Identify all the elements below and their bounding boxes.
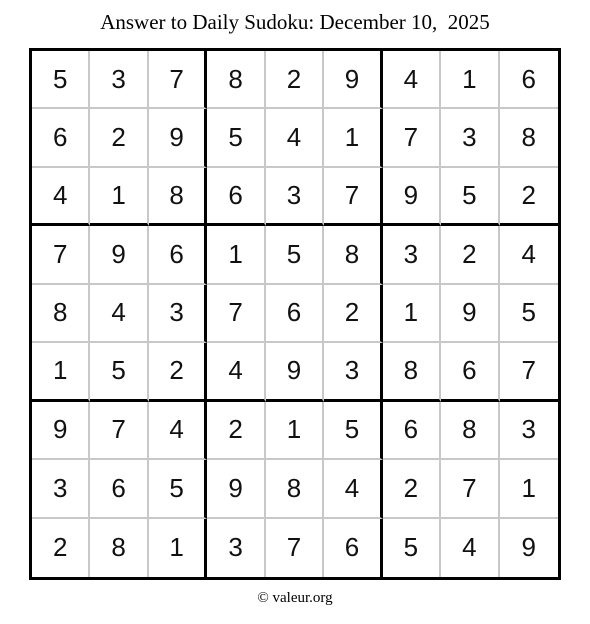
grid-cell: 1 [383, 285, 441, 343]
grid-cell: 4 [266, 109, 324, 167]
grid-cell: 9 [207, 460, 265, 518]
grid-cell: 7 [383, 109, 441, 167]
grid-cell: 3 [32, 460, 90, 518]
grid-cell: 7 [90, 402, 148, 460]
grid-cell: 2 [90, 109, 148, 167]
grid-cell: 1 [149, 519, 207, 577]
grid-cell: 4 [324, 460, 382, 518]
grid-cell: 1 [500, 460, 558, 518]
grid-cell: 2 [149, 343, 207, 401]
grid-cell: 3 [383, 226, 441, 284]
grid-cell: 9 [441, 285, 499, 343]
grid-cell: 5 [90, 343, 148, 401]
grid-cell: 1 [266, 402, 324, 460]
puzzle-title: Answer to Daily Sudoku: December 10, 2025 [100, 10, 490, 34]
grid-cell: 7 [266, 519, 324, 577]
grid-cell: 5 [32, 51, 90, 109]
grid-cell: 7 [207, 285, 265, 343]
grid-cell: 1 [441, 51, 499, 109]
grid-cell: 2 [207, 402, 265, 460]
grid-cell: 6 [32, 109, 90, 167]
grid-cell: 3 [207, 519, 265, 577]
grid-cell: 9 [149, 109, 207, 167]
grid-cell: 1 [90, 168, 148, 226]
grid-cell: 3 [90, 51, 148, 109]
grid-cell: 6 [324, 519, 382, 577]
grid-cell: 4 [90, 285, 148, 343]
grid-cell: 6 [207, 168, 265, 226]
grid-cell: 5 [500, 285, 558, 343]
grid-cell: 6 [383, 402, 441, 460]
grid-cell: 2 [32, 519, 90, 577]
grid-cell: 8 [441, 402, 499, 460]
grid-cell: 9 [521, 532, 536, 563]
grid-cell: 3 [441, 109, 499, 167]
grid-cell: 8 [90, 519, 148, 577]
grid-cell: 6 [500, 51, 558, 109]
grid-cell: 7 [441, 460, 499, 518]
grid-cell: 6 [441, 343, 499, 401]
grid-cell: 5 [324, 402, 382, 460]
grid-cell: 1 [324, 109, 382, 167]
grid-cell: 8 [324, 226, 382, 284]
grid-cell: 5 [207, 109, 265, 167]
grid-cell: 5 [441, 168, 499, 226]
grid-cell: 9 [32, 402, 90, 460]
grid-cell: 7 [324, 168, 382, 226]
grid-cell: 4 [441, 519, 499, 577]
grid-cell: 2 [324, 285, 382, 343]
grid-cell: 2 [383, 460, 441, 518]
grid-cell: 4 [32, 168, 90, 226]
grid-cell: 2 [441, 226, 499, 284]
grid-cell: 4 [207, 343, 265, 401]
grid-cell: 9 [324, 51, 382, 109]
grid-cell: 8 [32, 285, 90, 343]
grid-cell: 3 [500, 402, 558, 460]
grid-cell: 1 [207, 226, 265, 284]
grid-cell: 4 [149, 402, 207, 460]
grid-cell: 6 [266, 285, 324, 343]
grid-cell: 7 [32, 226, 90, 284]
grid-cell: 7 [149, 51, 207, 109]
grid-cell: 4 [500, 226, 558, 284]
grid-cell: 8 [149, 168, 207, 226]
grid-cell: 7 [500, 343, 558, 401]
grid-cell: 3 [149, 285, 207, 343]
grid-cell: 6 [149, 226, 207, 284]
sudoku-grid [29, 48, 561, 580]
grid-cell: 8 [266, 460, 324, 518]
grid-cell: 6 [90, 460, 148, 518]
grid-cell: 5 [149, 460, 207, 518]
grid-cell: 8 [500, 109, 558, 167]
copyright-footer: © valeur.org [257, 590, 333, 606]
grid-cell: 2 [500, 168, 558, 226]
grid-cell: 5 [266, 226, 324, 284]
grid-cell: 5 [383, 519, 441, 577]
grid-cell: 8 [383, 343, 441, 401]
grid-cell: 2 [266, 51, 324, 109]
grid-cell: 9 [383, 168, 441, 226]
grid-cell: 3 [266, 168, 324, 226]
grid-cell: 1 [32, 343, 90, 401]
grid-cell: 4 [383, 51, 441, 109]
grid-cell: 9 [266, 343, 324, 401]
grid-cell: 9 [90, 226, 148, 284]
grid-cell: 8 [207, 51, 265, 109]
grid-cell: 3 [324, 343, 382, 401]
